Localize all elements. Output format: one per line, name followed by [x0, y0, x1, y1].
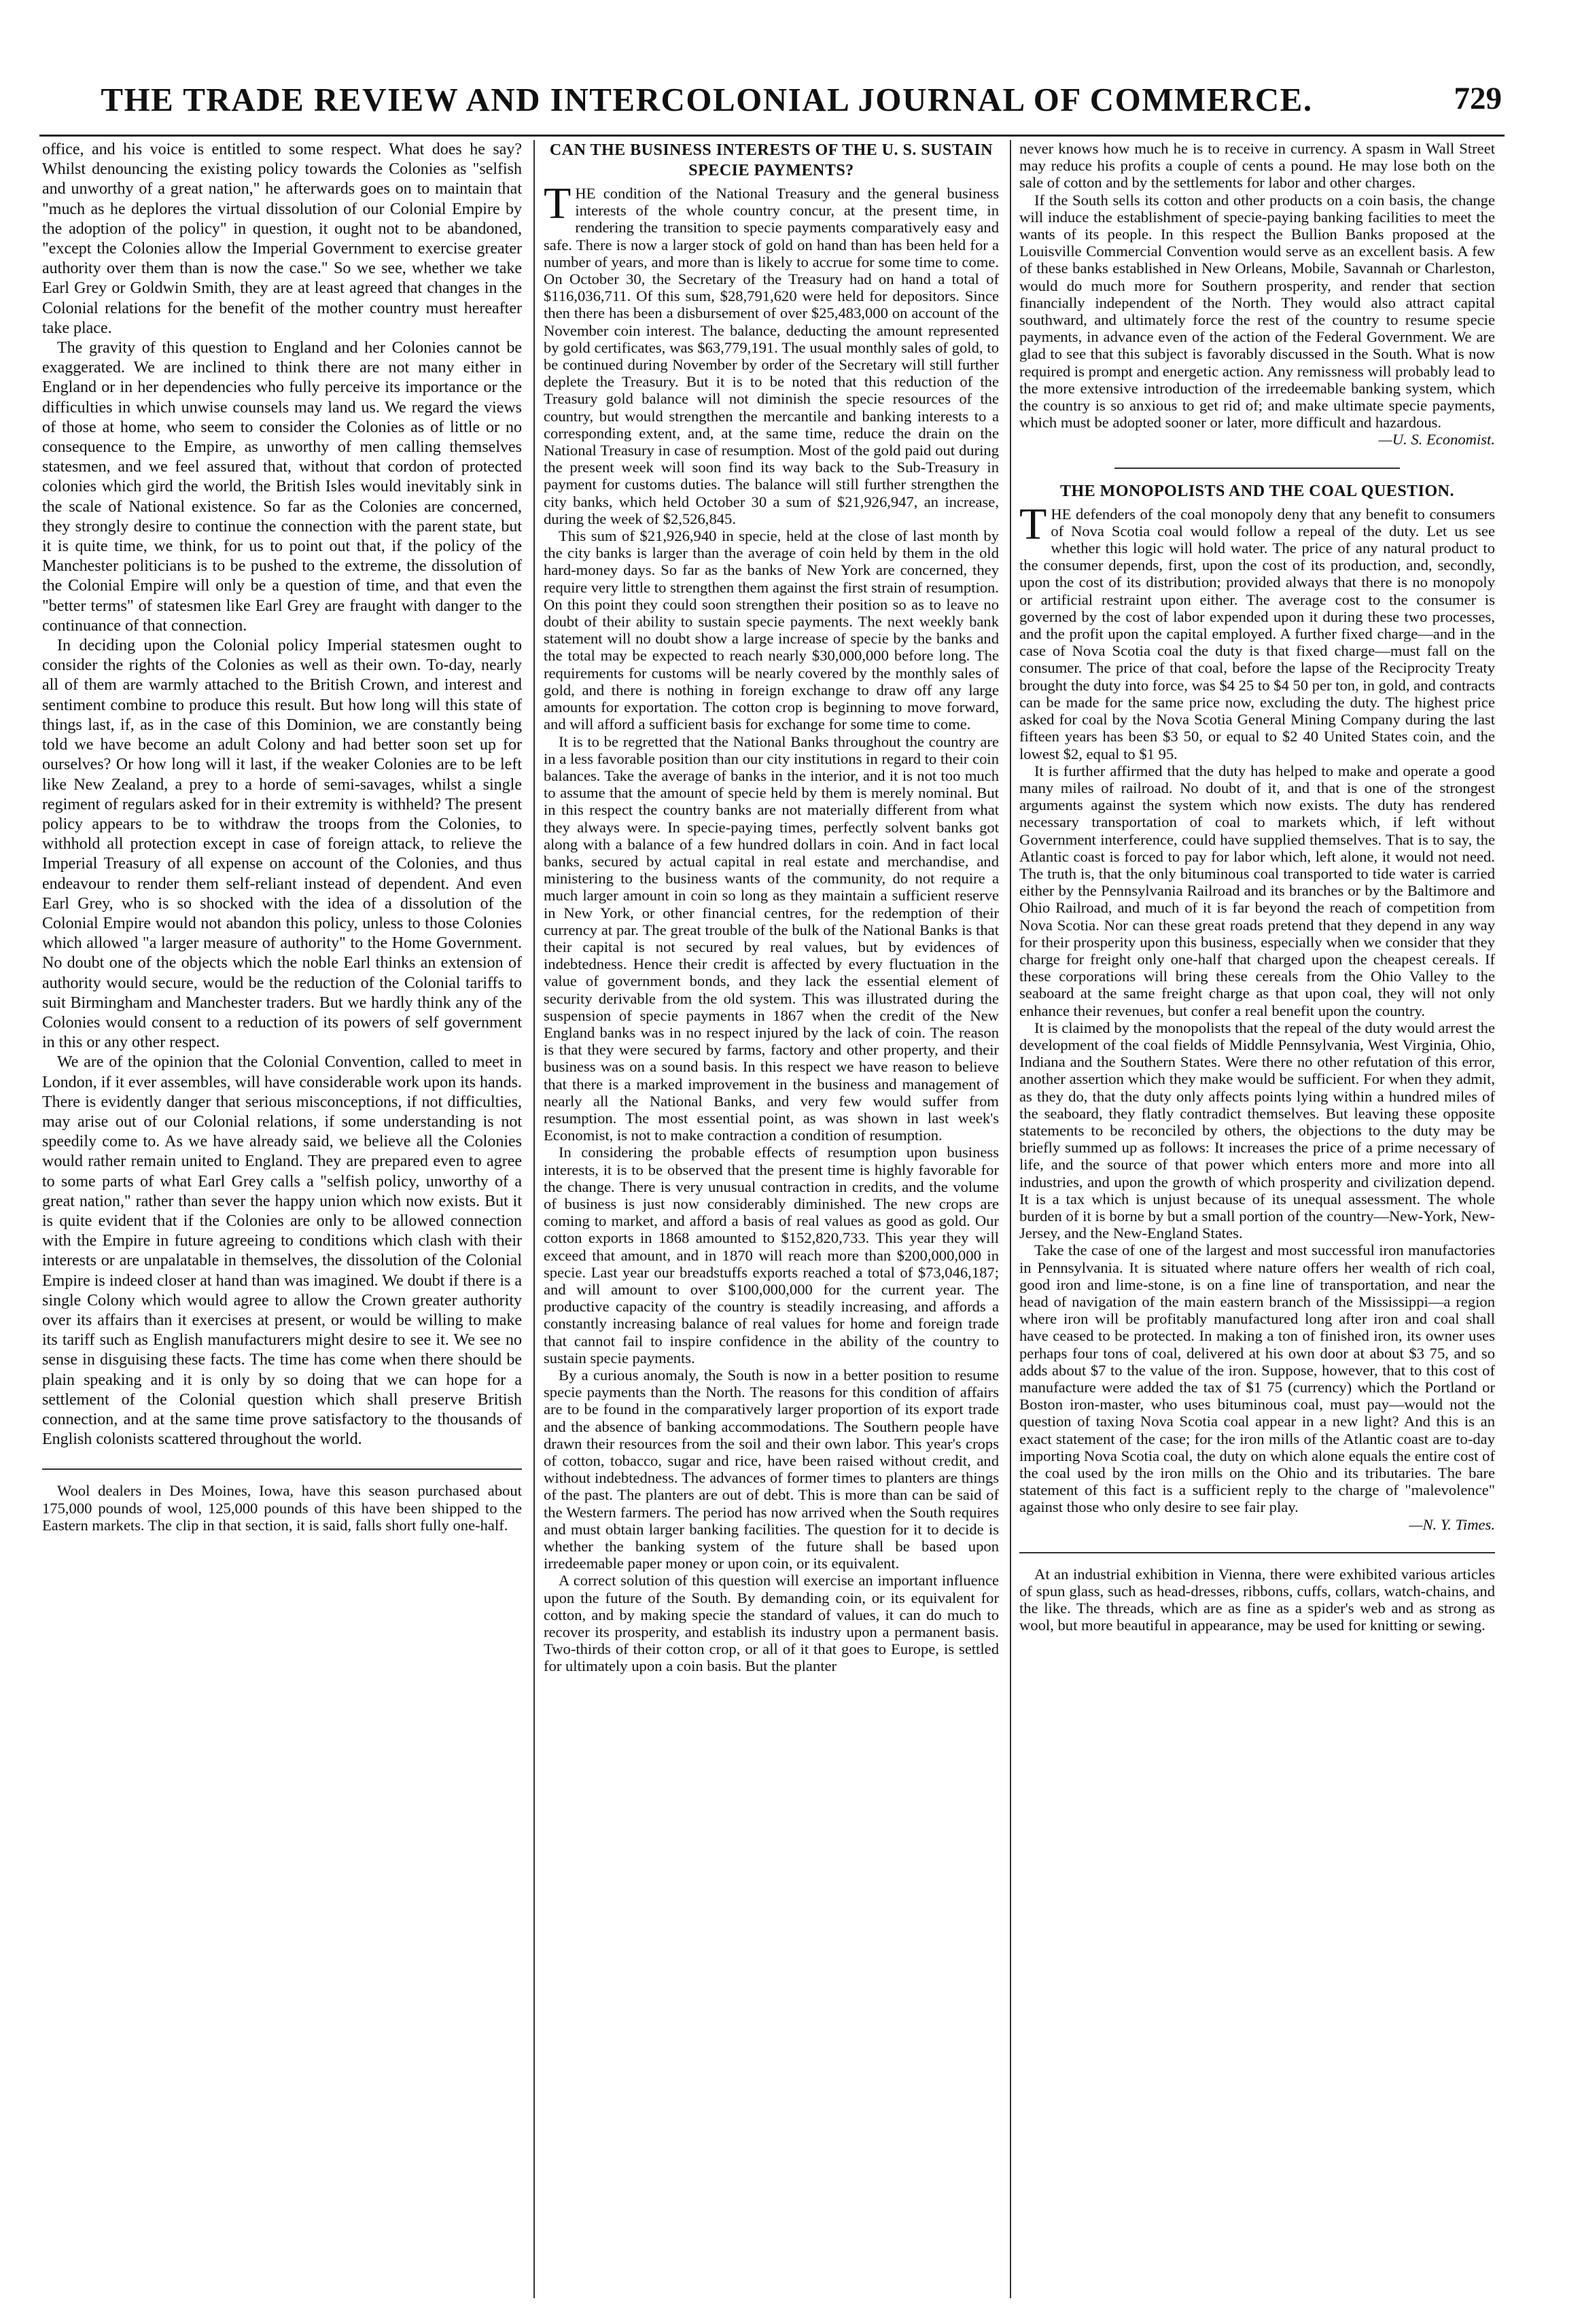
col3-divider-1	[1114, 468, 1400, 469]
col2-paragraph-6: A correct solution of this question will exercise an important influence upon the future of the South. By demanding coin, or its equivalent for cotton, and by making specie the standard of values, it can do much to recover its prosperity, and establish its industry upon a permanent basis. Two-thirds of their cotton crop, or all of it that goes to Europe, is settled for ultimately upon a coin basis. But the planter	[544, 1572, 999, 1675]
col1-paragraph-2: The gravity of this question to England and her Colonies cannot be exaggerated. We are inclined to think there are not many either in England or in her dependencies who fully perceive its importance or the difficulties in which unwise counsels may land us. We regard the views of those at home, who seem to consider the Colonies as of little or no consequence to the Empire, as unworthy of men calling themselves statesmen, and we feel assured that, without that cordon of protected colonies which gird the world, the British Isles would inevitably sink in the scale of National existence. So far as the Colonies are concerned, they strongly desire to continue the connection with the parent state, but it is quite time, we think, for us to point out that, if the policy of the Manchester politicians is to be pushed to the extreme, the dissolution of the Colonial Empire will only be a question of time, and that even the "better terms" of statesmen like Earl Grey are fraught with danger to the continuance of that connection.	[42, 339, 522, 635]
col2-paragraph-3: It is to be regretted that the National Banks throughout the country are in a less favorable position than our city institutions in regard to their coin balances. Take the average of banks in the interior, and it is not too much to assume that the amount of specie held by them is merely nominal. But in this respect the country banks are not materially different from what they always were. In specie-paying times, perfectly solvent banks got along with a balance of a few hundred dollars in coin. And in fact local banks, secured by actual capital in real estate and merchandise, and ministering to the business wants of the community, do not require a much larger amount in coin so long as they maintain a sufficient reserve in New York, or other financial centres, for the redemption of their currency at par. The great trouble of the bulk of the National Banks is that their capital is not secured by real values, but by evidences of indebtedness. Hence their credit is affected by every fluctuation in the value of government bonds, and they lack the essential element of security derivable from the old system. This was illustrated during the suspension of specie payments in 1867 when the credit of the New England banks was in no respect injured by the lack of coin. The reason is that they were secured by farms, factory and other property, and their business was on a sound basis. In this respect we have reason to believe that there is a marked improvement in the business and management of nearly all the National Banks, and very few would suffer from resumption. The most essential point, as was shown in last week's Economist, is not to make contraction a condition of resumption.	[544, 733, 999, 1144]
col2-paragraph-1: THE condition of the National Treasury and the general business interests of the whole country concur, at the present time, in rendering the transition to specie payments comparatively easy and safe. There is now a larger stock of gold on hand than has been held for a number of years, and more than is likely to accrue for some time to come. On October 30, the Secretary of the Treasury had on hand a total of $116,036,711. Of this sum, $28,791,620 were held for depositors. Since then there has been a disbursement of over $25,483,000 on account of the November coin interest. The balance, deducting the amount represented by gold certificates, was $63,779,191. The usual monthly sales of gold, to be continued during November by order of the Secretary will still further deplete the Treasury. But it is to be noted that this reduction of the Treasury gold balance will not diminish the specie resources of the country, but would strengthen the mercantile and banking interests to a corresponding extent, and, at the same time, reduce the drain on the National Treasury in case of resumption. Most of the gold paid out during the present week will soon find its way back to the Sub-Treasury in payment for customs duties. The balance will still further strengthen the city banks, which held October 30 a sum of $21,926,947, an increase, during the week of $2,526,845.	[544, 179, 999, 527]
col2-paragraph-2: This sum of $21,926,940 in specie, held at the close of last month by the city banks is larger than the average of coin held by them in the old hard-money days. So far as the banks of New York are concerned, they require very little to strengthen them against the first strain of resumption. On this point they could soon strengthen their position so as to leave no doubt of their ability to sustain specie payments. The next weekly bank statement will no doubt show a large increase of specie by the banks and the total may be expected to reach nearly $30,000,000 before long. The requirements for customs will be nearly covered by the monthly sales of gold, and there is nothing in foreign exchange to draw off any large amounts for exportation. The cotton crop is beginning to move forward, and will afford a sufficient basis for exchange for some time to come.	[544, 527, 999, 733]
col3-divider-2	[1019, 1552, 1495, 1553]
col1-paragraph-3: In deciding upon the Colonial policy Imperial statesmen ought to consider the rights of the Colonies as well as their own. To-day, nearly all of them are warmly attached to the British Crown, and interest and sentiment combine to produce this result. But how long will this state of things last, if, as in the case of this Dominion, we are constantly being told we have become an adult Colony and had better soon set up for ourselves? Or how long will it last, if the weaker Colonies are to be left like New Zealand, a prey to a horde of semi-savages, whilst a single regiment of regulars asked for in their extremity is withheld? The present policy appears to be to withdraw the troops from the Colonies, to withhold all protection except in case of foreign attack, to relieve the Imperial Treasury of all expense on account of the Colonies, and thus endeavour to render them self-reliant instead of dependent. And even Earl Grey, who is so shocked with the idea of a dissolution of the Colonial Empire would not abandon this policy, unless to those Colonies which allowed "a larger measure of authority" to the Home Government. No doubt one of the objects which the noble Earl thinks an extension of authority would secure, would be the reduction of the Colonial tariffs to suit Birmingham and Manchester traders. But we hardly think any of the Colonies would consent to a reduction of its powers of self government in this or any other respect.	[42, 637, 522, 1052]
col2-paragraph-5: By a curious anomaly, the South is now in a better position to resume specie payments than the North. The reasons for this condition of affairs are to be found in the comparatively larger proportion of its export trade and the absence of banking accommodations. The Southern people have drawn their resources from the soil and their own labor. This year's crops of cotton, tobacco, sugar and rice, have been raised without credit, and without indebtedness. The advances of former times to planters are things of the past. The planters are out of debt. This is more than can be said of the Western farmers. The period has now arrived when the South requires and must obtain larger banking facilities. The question for it to decide is whether the banking system of the future shall be based upon irredeemable paper money or upon coin, or its equivalent.	[544, 1367, 999, 1572]
col1-wool-note: Wool dealers in Des Moines, Iowa, have this season purchased about 175,000 pounds of wool, 125,000 pounds of this have been shipped to the Eastern markets. The clip in that section, it is said, falls short fully one-half.	[42, 1482, 522, 1534]
column-3	[1019, 140, 1495, 1634]
header-rule	[39, 135, 1505, 137]
times-byline: —N. Y. Times.	[1409, 1515, 1495, 1533]
coal-article-title: THE MONOPOLISTS AND THE COAL QUESTION.	[1059, 482, 1455, 500]
col2-paragraph-4: In considering the probable effects of resumption upon business interests, it is to be observed that the present time is highly favorable for the change. There is very unusual contraction in credits, and the volume of business is just now considerably diminished. The new crops are coming to market, and afford a basis of real values as good as gold. Our cotton exports in 1868 amounted to $152,820,733. This year they will exceed that amount, and in 1870 will reach more than $200,000,000 in specie. Last year our breadstuffs exports reached a total of $73,046,187; and will amount to over $100,000,000 for the current year. The productive capacity of the country is steadily increasing, and affords a constantly increasing balance of real values for home and foreign trade that cannot fail to inspire confidence in the ability of the country to sustain specie payments.	[544, 1144, 999, 1367]
col3-coal-paragraph-2: It is further affirmed that the duty has helped to make and operate a good many miles of railroad. No doubt of it, and that is one of the strongest arguments against the system which now exists. The duty has rendered necessary transportation of coal to markets which, if left without Government interference, could have supplied themselves. That is to say, the Atlantic coast is forced to pay for labor which, left alone, it would not need. The truth is, that the only bituminous coal transported to tide water is carried either by the Pennsylvania Railroad and its branches or by the Baltimore and Ohio Railroad, and much of it is far beyond the reach of competition from Nova Scotia. Nor can these great roads pretend that they depend in any way for their prosperity upon this business, especially when we consider that they charge for freight only one-half that charged upon the cheapest cereals. If these corporations will bring these cereals from the Ohio Valley to the seaboard at the same freight charge as that upon coal, they will not only enhance their revenues, but confer a real benefit upon the country.	[1019, 762, 1495, 1019]
col3-continued-paragraph: never knows how much he is to receive in currency. A spasm in Wall Street may reduce his profits a couple of cents a pound. He may lose both on the sale of cotton and by the settlements for labor and other charges.	[1019, 140, 1495, 192]
column-divider-left	[533, 140, 535, 2298]
col1-divider	[42, 1468, 522, 1470]
col3-coal-paragraph-4: Take the case of one of the largest and most successful iron manufactories in Pennsylvania. It is situated where nature offers her wealth of rich coal, good iron and lime-stone, is on a fine line of transportation, and near the head of navigation of the main eastern branch of the Mississippi—a region where iron will be profitably manufactured long after iron and coal shall have ceased to be protected. In making a ton of finished iron, its owner uses perhaps four tons of coal, delivered at his own door at about $3 75, and so adds about $7 to the value of the iron. Suppose, however, that to this cost of manufacture were added the tax of $1 75 (currency) which the Portland or Boston iron-master, who uses bituminous coal, must pay—would not the question of taxing Nova Scotia coal appear in a new light? And this is an exact statement of the case; for the iron mills of the Atlantic coast are to-day importing Nova Scotia coal, the duty on which alone equals the entire cost of the coal used by the iron mills on the Ohio and its tributaries. The bare statement of this fact is a sufficient reply to the charge of "malevolence" against those who only desire to see fair play.	[1019, 1242, 1495, 1516]
journal-title: THE TRADE REVIEW AND INTERCOLONIAL JOURNAL OF COMMERCE.	[101, 81, 1313, 118]
column-1	[42, 140, 522, 1534]
column-2	[544, 140, 999, 1675]
column-divider-right	[1010, 140, 1011, 2298]
col3-paragraph-2: If the South sells its cotton and other products on a coin basis, the change will induce the establishment of specie-paying banking facilities to meet the wants of its people. In this respect the Bullion Banks proposed at the Louisville Commercial Convention would serve as an excellent basis. A few of these banks established in New Orleans, Mobile, Savannah or Charleston, would do much more for Southern prosperity, and render that section financially independent of the North. They would also attract capital southward, and ultimately force the rest of the country to resume specie payments, in advance even of the action of the Federal Government. We are glad to see that this subject is favorably discussed in the South. What is now required is prompt and energetic action. Any remissness will probably lead to the more extensive introduction of the irredeemable banking system, which the country is so anxious to get rid of; and make ultimate specie payments, which must be adopted sooner or later, more difficult and hazardous.	[1019, 191, 1495, 432]
col3-coal-paragraph-1: THE defenders of the coal monopoly deny that any benefit to consumers of Nova Scotia coal would follow a repeal of the duty. Let us see whether this logic will hold water. The price of any natural product to the consumer depends, first, upon the cost of its production, and, secondly, upon the cost of its distribution; provided always that there is no monopoly or artificial restraint upon either. The average cost to the consumer is governed by the cost of labor expended upon it during these two processes, and the profit upon the capital employed. A further fixed charge—and in the case of Nova Scotia coal the duty is that fixed charge—must fall on the consumer. The price of that coal, before the lapse of the Reciprocity Treaty brought the duty into force, was $4 25 to $4 50 per ton, in gold, and contracts can be made for the same price now, excluding the duty. The highest price asked for coal by the Nova Scotia General Mining Company during the last fifteen years has been $3 50, or equal to $2 40 United States coin, and the lowest $2, equal to $1 95.	[1019, 499, 1495, 762]
page-header	[27, 80, 1502, 135]
col1-paragraph-4: We are of the opinion that the Colonial Convention, called to meet in London, if it ever assembles, will have considerable work upon its hands. There is evidently danger that serious misconceptions, if not difficulties, may arise out of our Colonial relations, if some understanding is not speedily come to. As we have already said, we believe all the Colonies would rather remain united to England. They are prepared even to agree to some parts of what Earl Grey calls a "selfish policy, unworthy of a great nation," rather than sever the happy union which now exists. But it is quite evident that if the Colonies are only to be allowed connection with the Empire in future agreeing to conditions which clash with their interests or are unpalatable in themselves, the dissolution of the Colonial Empire is indeed closer at hand than was imagined. We doubt if there is a single Colony which would agree to allow the Crown greater authority over its affairs than it exercises at present, or would be willing to make its tariff such as English manufacturers might desire to see it. We see no sense in disguising these facts. The time has come when there should be plain speaking and it is only by so doing that we can hope for a settlement of the Colonial question which shall preserve British connection, and at the same time prove satisfactory to the thousands of English colonists scattered throughout the world.	[42, 1053, 522, 1449]
col1-paragraph-1: office, and his voice is entitled to some respect. What does he say? Whilst denouncing the existing policy towards the Colonies as "selfish and unworthy of a great nation," he afterwards goes on to maintain that "much as he deplores the virtual dissolution of our Colonial Empire by the adoption of the policy" in question, it ought not to be abandoned, "except the Colonies allow the Imperial Government to exercise greater authority over them than is now the case." So we see, whether we take Earl Grey or Goldwin Smith, they are at least agreed that changes in the Colonial relations for the benefit of the mother country must hereafter take place.	[42, 141, 522, 337]
specie-article-title: CAN THE BUSINESS INTERESTS OF THE U. S. SUSTAIN SPECIE PAYMENTS?	[549, 141, 994, 179]
col3-glass-note: At an industrial exhibition in Vienna, there were exhibited various articles of spun glass, such as head-dresses, ribbons, cuffs, collars, watch-chains, and the like. The threads, which are as fine as a spider's web and as strong as wool, but more beautiful in appearance, may be used for knitting or sewing.	[1019, 1565, 1495, 1634]
col3-coal-paragraph-3: It is claimed by the monopolists that the repeal of the duty would arrest the development of the coal fields of Middle Pennsylvania, West Virginia, Ohio, Indiana and the Southern States. Were there no other refutation of this error, another assertion which they make would be sufficient. For when they admit, as they do, that the duty only affects points lying within a hundred miles of the seaboard, they flatly contradict themselves. But leaving these opposite statements to be reconciled by others, the objections to the duty may be briefly summed up as follows: It increases the price of a prime necessary of life, and the source of that power which enters more and more into all industries, and upon the growth of which prosperity and civilization depend. It is a tax which is unjust because of its unequal assessment. The whole burden of it is borne by but a small portion of the country—New-York, New-Jersey, and the New-England States.	[1019, 1019, 1495, 1242]
page-number: 729	[1454, 81, 1502, 116]
economist-byline: —U. S. Economist.	[1378, 431, 1495, 448]
